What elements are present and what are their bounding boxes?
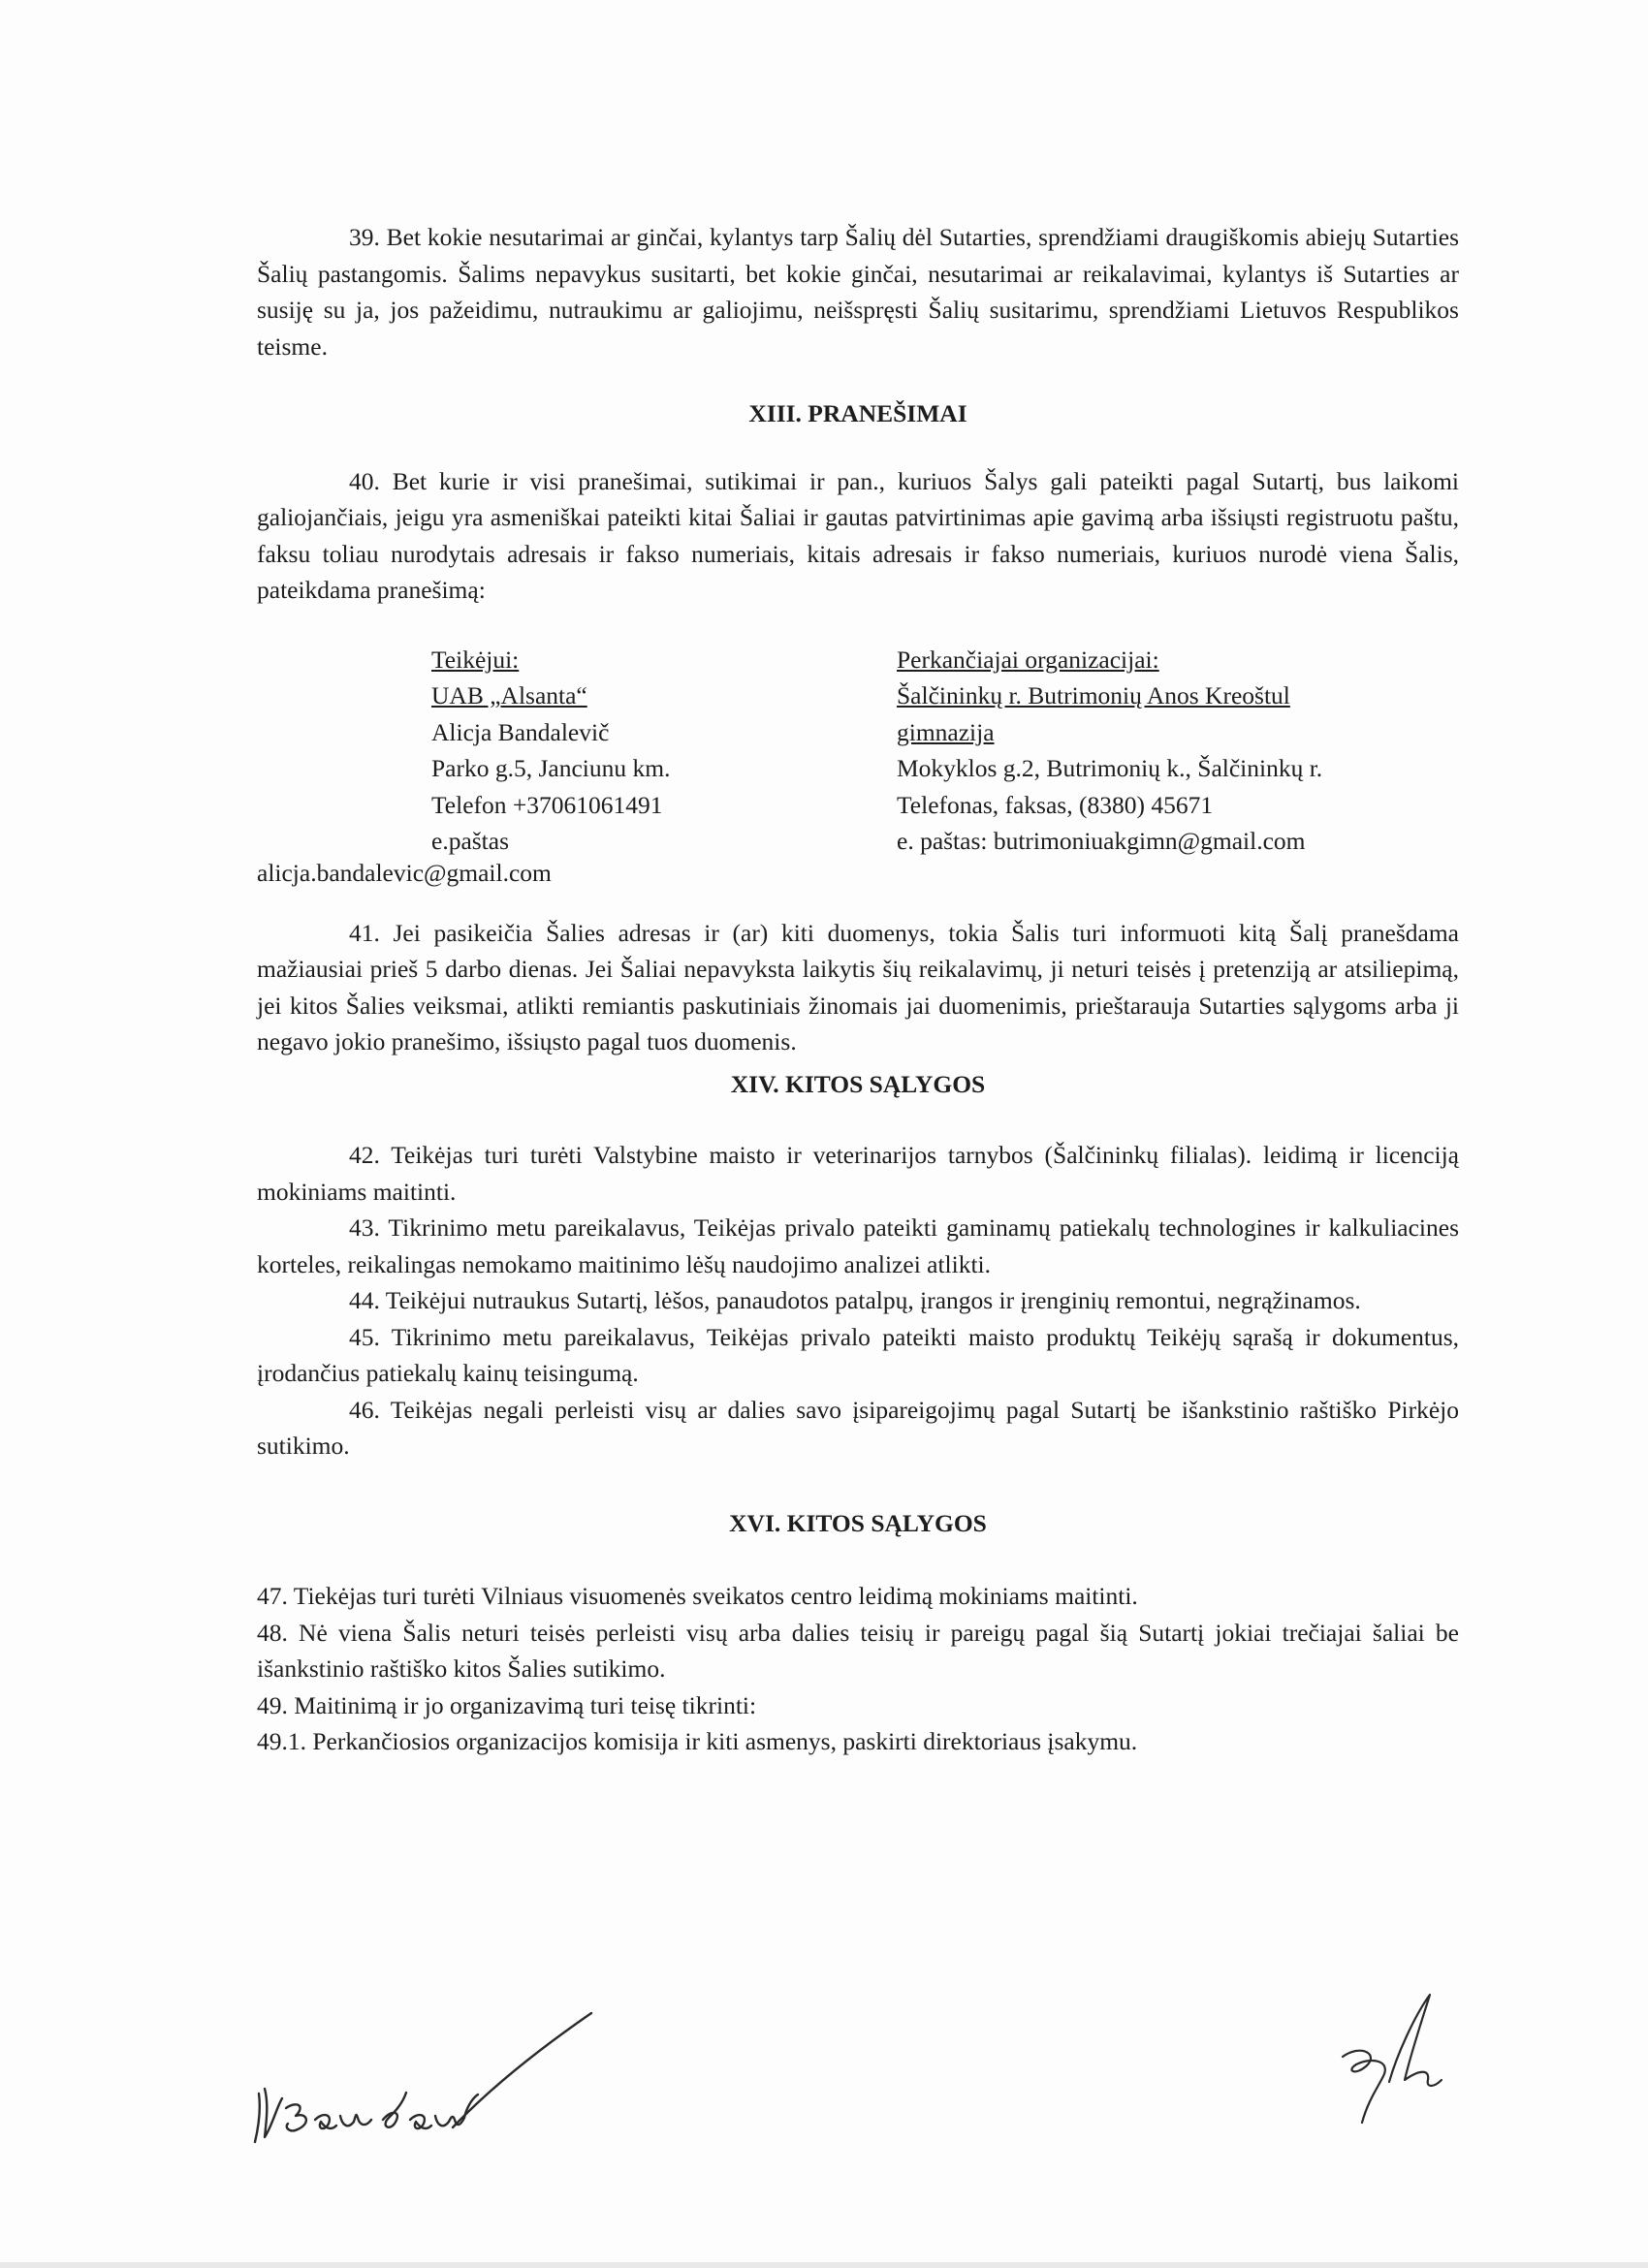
paragraph-49-1: 49.1. Perkančiosios organizacijos komisija ir kiti asmenys, paskirti direktoriaus įsakymu.	[257, 1727, 1138, 1755]
section-xiv-body	[257, 1137, 1459, 1465]
paragraph-45: 45. Tikrinimo metu pareikalavus, Teikėjas privalo pateikti maisto produktų Teikėjų sąrašą ir dokumentus, įrodančius patiekalų kainų teisingumą.	[257, 1322, 1459, 1387]
provider-company: UAB „Alsanta“	[431, 681, 587, 709]
buyer-name-line1: Šalčininkų r. Butrimonių Anos Kreoštul	[897, 681, 1290, 709]
provider-label: Teikėjui:	[431, 645, 520, 674]
buyer-email: e. paštas: butrimoniuakgimn@gmail.com	[897, 827, 1306, 855]
paragraph-39: 39. Bet kokie nesutarimai ar ginčai, kylantys tarp Šalių dėl Sutarties, sprendžiami draugiškomis abiejų Sutarties Šalių pastangomis. Šalims nepavykus susitarti, bet kokie ginčai, nesutarimai ar reikalavimai, kylantys iš Sutarties ar susiję su ja, jos pažeidimu, nutraukimu ar galiojimu, neišspręsti Šalių susitarimu, sprendžiami Lietuvos Respublikos teisme.	[257, 223, 1459, 361]
paragraph-44: 44. Teikėjui nutraukus Sutartį, lėšos, panaudotos patalpų, įrangos ir įrenginių remontui, negrąžinamos.	[349, 1286, 1361, 1314]
buyer-phone: Telefonas, faksas, (8380) 45671	[897, 790, 1214, 819]
contacts-block	[257, 642, 1459, 901]
scan-edge	[0, 2262, 1648, 2268]
section-xvi-body	[257, 1578, 1459, 1760]
provider-address: Parko g.5, Janciunu km.	[431, 754, 671, 782]
provider-phone: Telefon +37061061491	[431, 790, 663, 819]
paragraph-43: 43. Tikrinimo metu pareikalavus, Teikėjas privalo pateikti gaminamų patiekalų technologines ir kalkuliacines korteles, reikalingas nemokamo maitinimo lėšų naudojimo analizei atlikti.	[257, 1213, 1459, 1278]
section-heading-xvi: XVI. KITOS SĄLYGOS	[729, 1508, 987, 1537]
paragraph-46: 46. Teikėjas negali perleisti visų ar dalies savo įsipareigojimų pagal Sutartį be išankstinio raštiško Pirkėjo sutikimo.	[257, 1395, 1459, 1460]
buyer-name-line2: gimnazija	[897, 717, 995, 746]
signature-right	[1333, 1987, 1478, 2132]
paragraph-41: 41. Jei pasikeičia Šalies adresas ir (ar) kiti duomenys, tokia Šalis turi informuoti kitą Šalį pranešdama mažiausiai prieš 5 darbo dienas. Jei Šaliai nepavyksta laikytis šių reikalavimų, ji neturi teisės į pretenziją ar atsiliepimą, jei kitos Šalies veiksmai, atlikti remiantis paskutiniais žinomais jai duomenimis, prieštarauja Sutarties sąlygoms arba ji negavo jokio pranešimo, išsiųsto pagal tuos duomenis.	[257, 918, 1459, 1055]
paragraph-47: 47. Tiekėjas turi turėti Vilniaus visuomenės sveikatos centro leidimą mokiniams maitinti.	[257, 1582, 1138, 1610]
provider-email-label: e.paštas	[431, 827, 510, 855]
provider-contacts	[431, 642, 839, 860]
buyer-contacts	[897, 642, 1440, 860]
provider-person: Alicja Bandalevič	[431, 717, 610, 746]
paragraph-49: 49. Maitinimą ir jo organizavimą turi teisę tikrinti:	[257, 1690, 757, 1719]
provider-email: alicja.bandalevic@gmail.com	[257, 858, 552, 887]
buyer-address: Mokyklos g.2, Butrimonių k., Šalčininkų r.	[897, 754, 1323, 782]
paragraph-48: 48. Nė viena Šalis neturi teisės perleisti visų arba dalies teisių ir pareigų pagal šią Sutartį jokiai trečiajai šaliai be išankstinio raštiško kitos Šalies sutikimo.	[257, 1618, 1459, 1683]
section-heading-xiii: XIII. PRANEŠIMAI	[748, 399, 967, 427]
document-body	[257, 219, 1459, 1760]
buyer-label: Perkančiajai organizacijai:	[897, 645, 1159, 674]
paragraph-40: 40. Bet kurie ir visi pranešimai, sutikimai ir pan., kuriuos Šalys gali pateikti pagal Sutartį, bus laikomi galiojančiais, jeigu yra asmeniškai pateikti kitai Šaliai ir gautas patvirtinimas apie gavimą arba išsiųsti registruotu paštu, faksu toliau nurodytais adresais ir fakso numeriais, kitais adresais ir fakso numeriais, kuriuos nurodė viena Šalis, pateikdama pranešimą:	[257, 466, 1459, 604]
paragraph-42: 42. Teikėjas turi turėti Valstybine maisto ir veterinarijos tarnybos (Šalčininkų filialas). leidimą ir licenciją mokiniams maitinti.	[257, 1141, 1459, 1206]
signature-left	[247, 2011, 606, 2157]
section-heading-xiv: XIV. KITOS SĄLYGOS	[730, 1069, 986, 1098]
